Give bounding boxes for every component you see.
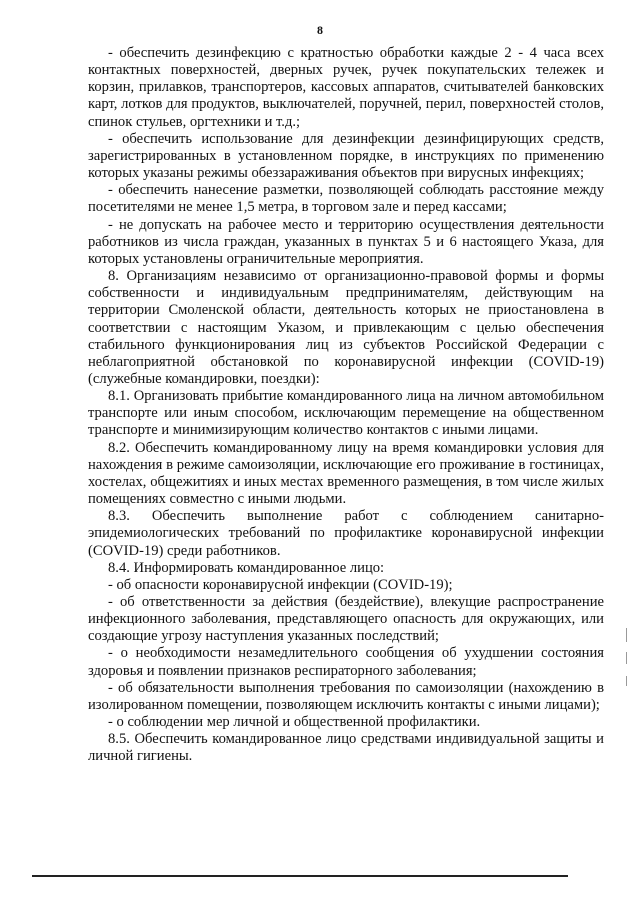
page-number: 8 — [317, 23, 323, 37]
scan-artifact-mark — [626, 652, 627, 664]
paragraph: 8.5. Обеспечить командированное лицо средствами индивидуальной защиты и личной гигиены. — [88, 731, 604, 765]
paragraph: - обеспечить использование для дезинфекции дезинфицирующих средств, зарегистрированных в установленном порядке, в инструкциях по применению которых указаны режимы обеззараживания объектов при вирусных инфекциях; — [88, 130, 604, 182]
scan-artifact-mark — [626, 676, 627, 686]
paragraph: - об обязательности выполнения требования по самоизоляции (нахождению в изолированном помещении, позволяющем исключить контакты с иными лицами); — [88, 679, 604, 713]
paragraph: 8.1. Организовать прибытие командированного лица на личном автомобильном транспорте или иным способом, исключающим перемещение на общественном транспорте и минимизирующим количество контактов с иными лицами. — [88, 388, 604, 439]
paragraph: - об опасности коронавирусной инфекции (COVID-19); — [108, 576, 453, 593]
paragraph: 8. Организациям независимо от организационно-правовой формы и формы собственности и индивидуальным предпринимателям, действующим на территории Смоленской области, деятельность которых не приостановлена в соответствии с настоящим Указом, и привлекающим с целью обеспечения стабильного функционирования лиц из субъектов Российской Федерации с неблагоприятной обстановкой по коронавирусной инфекции (COVID-19) (служебные командировки, поездки): — [88, 268, 604, 387]
paragraph: - обеспечить дезинфекцию с кратностью обработки каждые 2 - 4 часа всех контактных поверхностей, дверных ручек, ручек покупательских тележек и корзин, прилавков, транспортеров, кассовых аппаратов, считывателей банковских карт, лотков для продуктов, выключателей, поручней, перил, поверхностей столов, спинок стульев, оргтехники и т.д.; — [88, 45, 604, 130]
document-body — [88, 45, 604, 766]
footer-rule — [32, 875, 568, 877]
scan-artifact-mark — [626, 628, 627, 642]
paragraph: - о соблюдении мер личной и общественной профилактики. — [108, 714, 481, 731]
paragraph: - обеспечить нанесение разметки, позволяющей соблюдать расстояние между посетителями не менее 1,5 метра, в торговом зале и перед кассами; — [88, 182, 604, 216]
paragraph: 8.4. Информировать командированное лицо: — [108, 559, 385, 576]
paragraph: - об ответственности за действия (бездействие), влекущие распространение инфекционного заболевания, представляющего опасность для окружающих, или создающие угрозу наступления указанных последствий; — [88, 594, 604, 645]
paragraph: - о необходимости незамедлительного сообщения об ухудшении состояния здоровья и появлении признаков респираторного заболевания; — [88, 645, 604, 679]
paragraph: 8.2. Обеспечить командированному лицу на время командировки условия для нахождения в режиме самоизоляции, исключающие его проживание в гостиницах, хостелах, общежитиях и иных местах временного размещения, в том числе жилых помещениях совместно с иными людьми. — [88, 439, 604, 508]
paragraph: 8.3. Обеспечить выполнение работ с соблюдением санитарно-эпидемиологических требований по профилактике коронавирусной инфекции (COVID-19) среди работников. — [88, 508, 604, 559]
paragraph: - не допускать на рабочее место и территорию осуществления деятельности работников из числа граждан, указанных в пунктах 5 и 6 настоящего Указа, для которых установлены ограничительные мероприятия. — [88, 216, 604, 267]
